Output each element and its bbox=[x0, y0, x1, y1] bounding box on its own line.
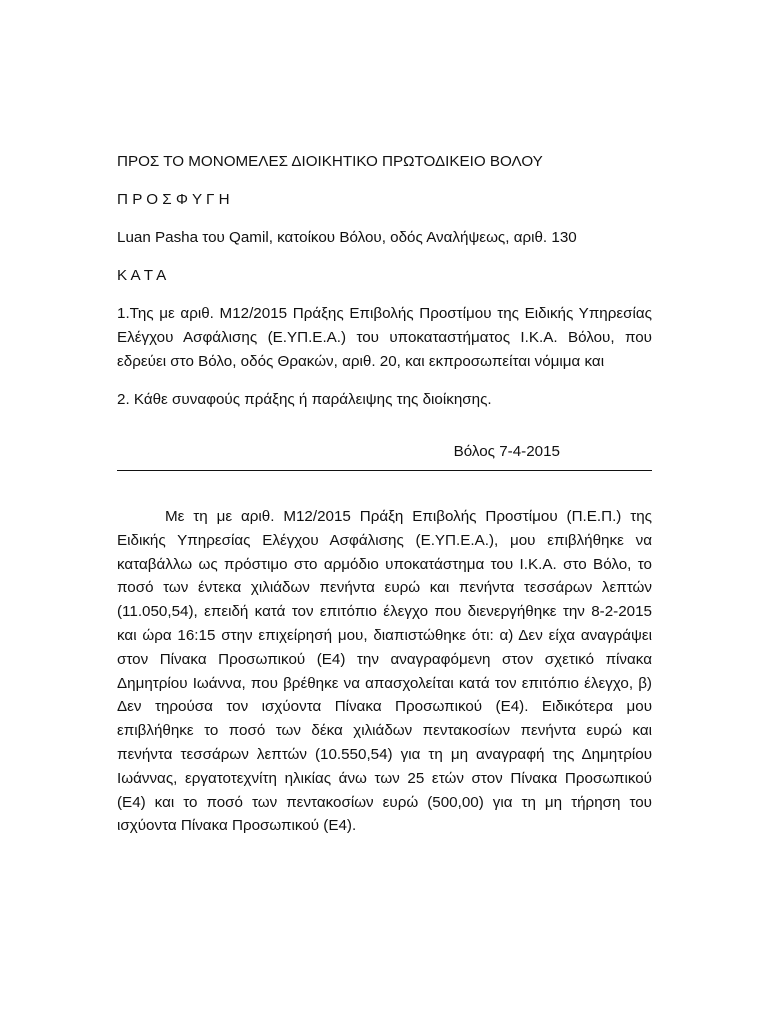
against-heading: Κ Α Τ Α bbox=[117, 267, 167, 284]
item-1-paragraph: 1.Της με αριθ. Μ12/2015 Πράξης Επιβολής Προστίμου της Ειδικής Υπηρεσίας Ελέγχου Ασφάλισης (Ε.ΥΠ.Ε.Α.) του υποκαταστήματος Ι.Κ.Α. Βόλου, που εδρεύει στο Βόλο, οδός Θρακών, αριθ. 20, και εκπροσωπείται νόμιμα και bbox=[117, 305, 652, 370]
place-date: Βόλος 7-4-2015 bbox=[453, 443, 560, 460]
document-content bbox=[117, 150, 652, 853]
document-type-heading: Π Ρ Ο Σ Φ Υ Γ Η bbox=[117, 191, 230, 208]
addressee-line: ΠΡΟΣ ΤΟ ΜΟΝΟΜΕΛΕΣ ΔΙΟΙΚΗΤΙΚΟ ΠΡΩΤΟΔΙΚΕΙΟ ΒΟΛΟΥ bbox=[117, 153, 543, 170]
applicant-line: Luan Pasha του Qamil, κατοίκου Βόλου, οδός Αναλήψεως, αριθ. 130 bbox=[117, 229, 577, 246]
horizontal-rule bbox=[117, 470, 652, 471]
item-2-paragraph: 2. Κάθε συναφούς πράξης ή παράλειψης της διοίκησης. bbox=[117, 391, 492, 408]
body-paragraph: Με τη με αριθ. Μ12/2015 Πράξη Επιβολής Προστίμου (Π.Ε.Π.) της Ειδικής Υπηρεσίας Ελέγχου Ασφάλισης (Ε.ΥΠ.Ε.Α.), μου επιβλήθηκε να καταβάλλω ως πρόστιμο στο αρμόδιο υποκατάστημα του Ι.Κ.Α. στο Βόλο, το ποσό των έντεκα χιλιάδων πενήντα ευρώ και πενήντα τεσσάρων λεπτών (11.050,54), επειδή κατά τον επιτόπιο έλεγχο που διενεργήθηκε την 8-2-2015 και ώρα 16:15 στην επιχείρησή μου, διαπιστώθηκε ότι: α) Δεν είχα αναγράψει στον Πίνακα Προσωπικού (Ε4) την αναγραφόμενη στον σχετικό πίνακα Δημητρίου Ιωάννα, που βρέθηκε να απασχολείται κατά τον επιτόπιο έλεγχο, β) Δεν τηρούσα τον ισχύοντα Πίνακα Προσωπικού (Ε4). Ειδικότερα μου επιβλήθηκε το ποσό των δέκα χιλιάδων πεντακοσίων πενήντα ευρώ και πενήντα τεσσάρων λεπτών (10.550,54) για τη μη αναγραφή της Δημητρίου Ιωάννας, εργατοτεχνίτη ηλικίας άνω των 25 ετών στον Πίνακα Προσωπικού (Ε4) και το ποσό των πεντακοσίων ευρώ (500,00) για τη μη τήρηση του ισχύοντα Πίνακα Προσωπικού (Ε4). bbox=[117, 508, 652, 835]
